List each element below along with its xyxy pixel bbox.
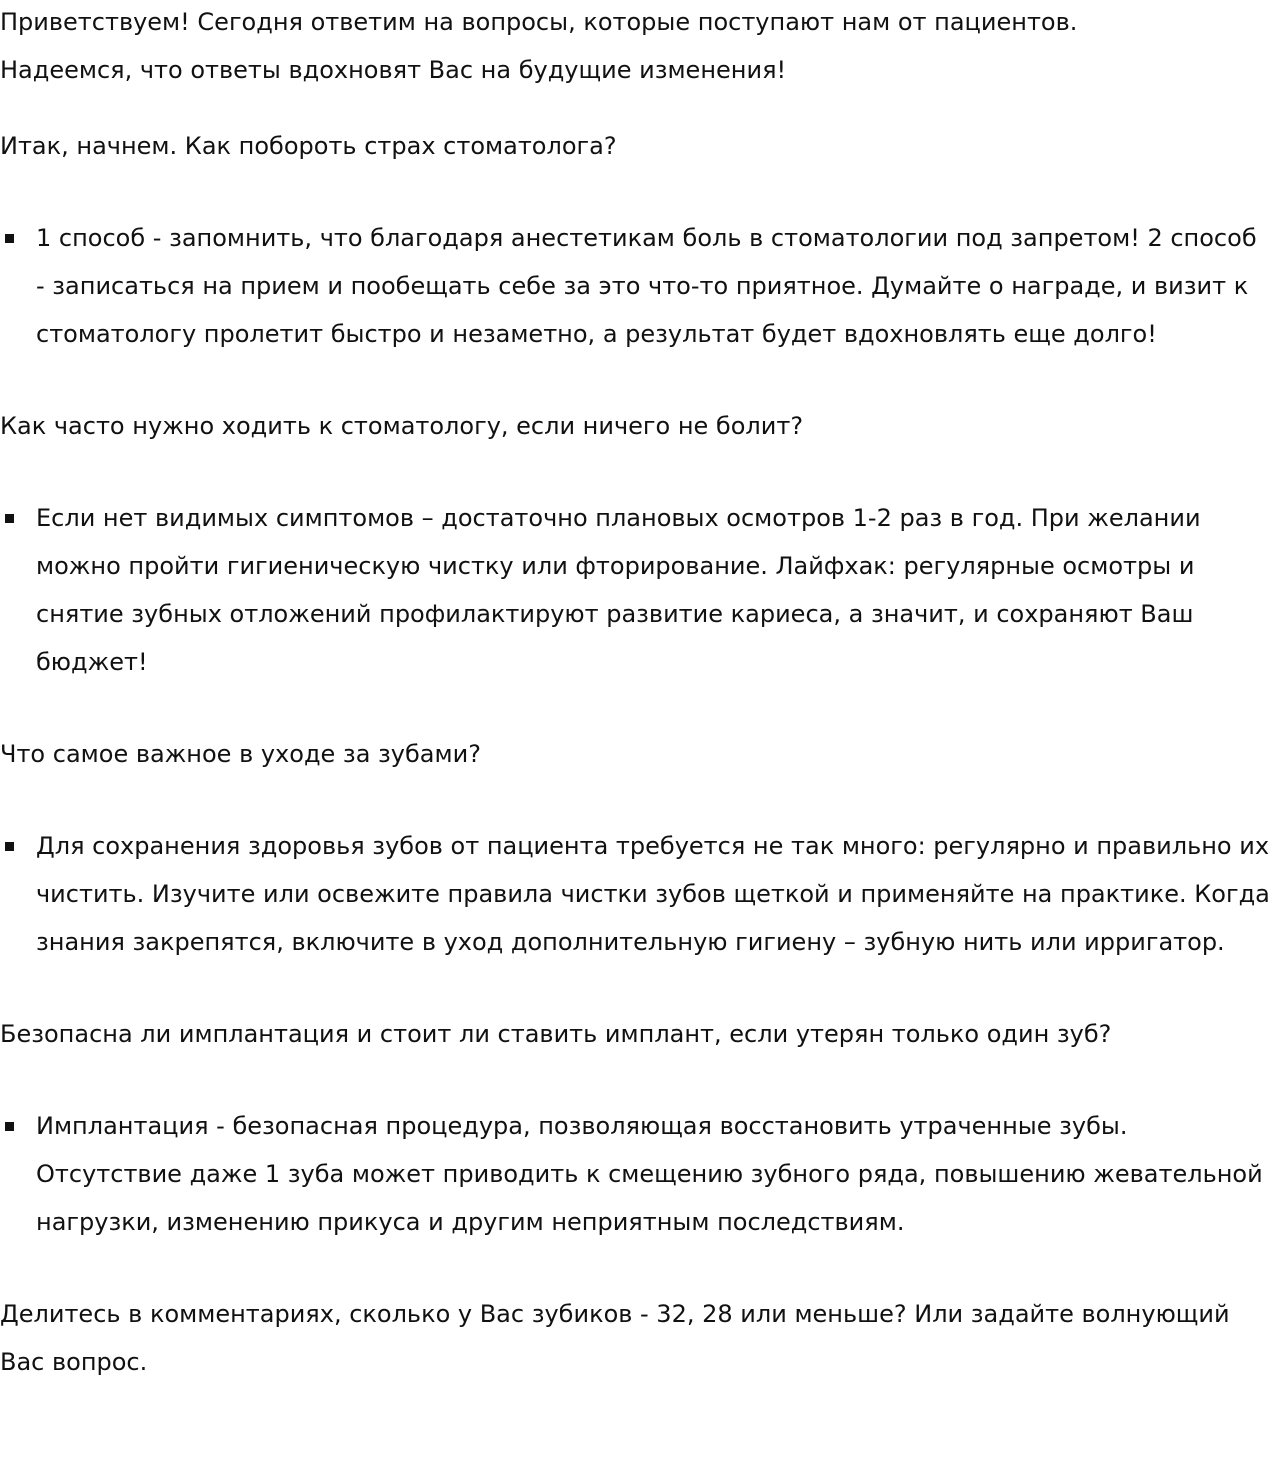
bullet-icon [5, 234, 14, 243]
bullet-icon [5, 1122, 14, 1131]
answer-2-text: Если нет видимых симптомов – достаточно плановых осмотров 1-2 раз в год. При желании можно пройти гигиеническую чистку или фторирование. Лайфхак: регулярные осмотры и снятие зубных отложений профилактируют развитие кариеса, а значит, и сохраняют Ваш бюджет! [36, 504, 1201, 676]
answer-3 [0, 822, 1270, 966]
intro-line-2: Надеемся, что ответы вдохновят Вас на будущие изменения! [0, 56, 787, 84]
bullet-icon [5, 514, 14, 523]
question-1: Итак, начнем. Как побороть страх стоматолога? [0, 132, 617, 160]
question-2: Как часто нужно ходить к стоматологу, если ничего не болит? [0, 412, 804, 440]
answer-list-3 [0, 822, 1270, 966]
intro-paragraph [0, 0, 1270, 94]
answer-4-text: Имплантация - безопасная процедура, позволяющая восстановить утраченные зубы. Отсутствие даже 1 зуба может приводить к смещению зубного ряда, повышению жевательной нагрузки, изменению прикуса и другим неприятным последствиям. [36, 1112, 1263, 1236]
question-4: Безопасна ли имплантация и стоит ли ставить имплант, если утерян только один зуб? [0, 1020, 1112, 1048]
answer-2 [0, 494, 1270, 686]
answer-1 [0, 214, 1270, 358]
intro-line-1: Приветствуем! Сегодня ответим на вопросы, которые поступают нам от пациентов. [0, 8, 1078, 36]
answer-3-text: Для сохранения здоровья зубов от пациента требуется не так много: регулярно и правильно их чистить. Изучите или освежите правила чистки зубов щеткой и применяйте на практике. Когда знания закрепятся, включите в уход дополнительную гигиену – зубную нить или ирригатор. [36, 832, 1270, 956]
answer-1-text: 1 способ - запомнить, что благодаря анестетикам боль в стоматологии под запретом! 2 способ - записаться на прием и пообещать себе за это что-то приятное. Думайте о награде, и визит к стоматологу пролетит быстро и незаметно, а результат будет вдохновлять еще долго! [36, 224, 1257, 348]
bullet-icon [5, 842, 14, 851]
answer-4 [0, 1102, 1270, 1246]
answer-list-1 [0, 214, 1270, 358]
answer-list-4 [0, 1102, 1270, 1246]
answer-list-2 [0, 494, 1270, 686]
outro-paragraph: Делитесь в комментариях, сколько у Вас зубиков - 32, 28 или меньше? Или задайте волнующий Вас вопрос. [0, 1300, 1230, 1376]
question-3: Что самое важное в уходе за зубами? [0, 740, 481, 768]
